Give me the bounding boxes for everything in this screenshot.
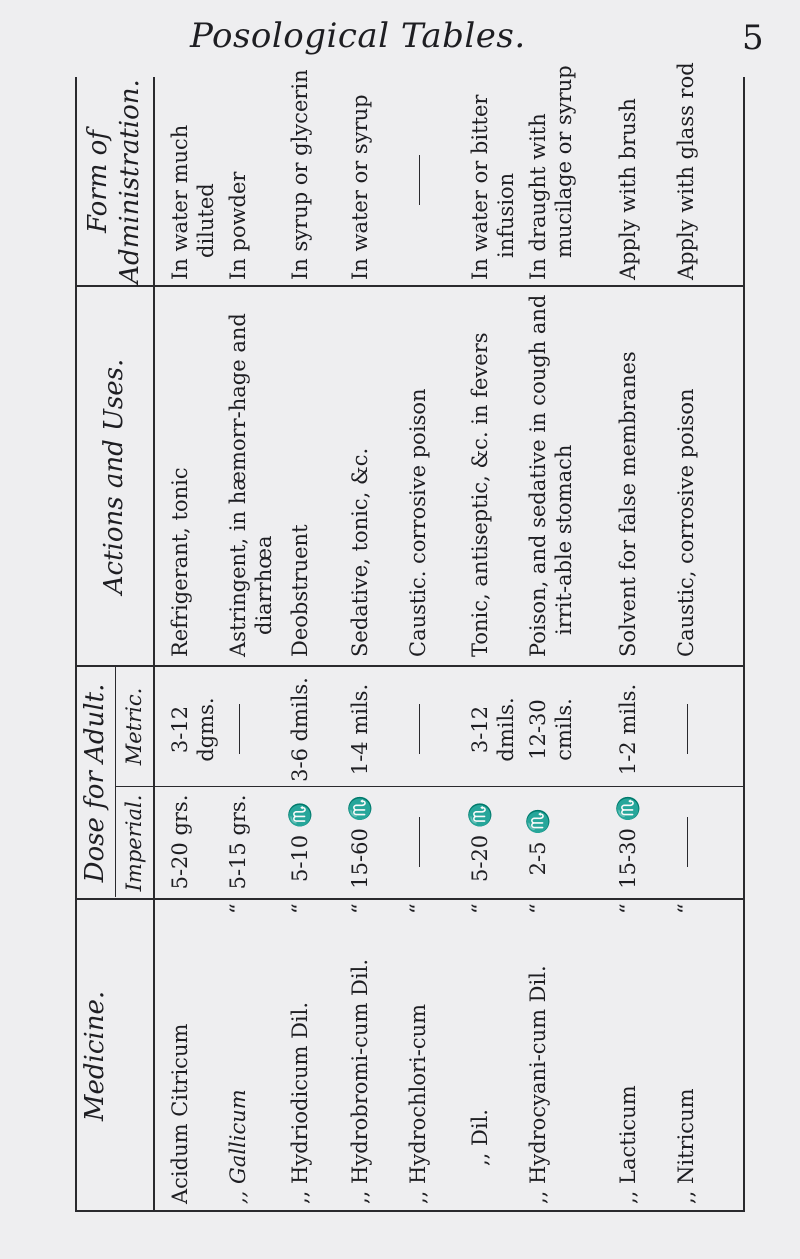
medicine-cell: ,, Hydriodicum Dil. [288,1001,312,1204]
header-medicine: Medicine. [80,990,110,1122]
ditto-mark: “ [406,903,430,914]
col-rule-2 [115,786,745,787]
col-rule-left [75,1210,745,1212]
medicine-cell: ,, Gallicum [226,1089,250,1204]
imperial-dose-cell-empty [673,792,699,892]
metric-dose-cell: 1-4 mils. [348,683,372,776]
medicine-cell: ,, Hydrocyani-cum Dil. [526,965,550,1204]
header-form: Form of Administration. [83,79,145,284]
imperial-dose-cell: 5-20 ♏ [468,802,492,883]
col-rule-3 [75,666,745,668]
medicine-cell: ,, Dil. [468,1109,492,1166]
posological-table [75,62,745,1212]
ditto-mark: “ [288,903,312,914]
medicine-cell: ,, Hydrobromi-cum Dil. [348,959,372,1204]
medicine-cell: Acidum Citricum [168,1023,192,1204]
rule-bottom [743,77,745,1212]
metric-dose-cell: 12-30 cmils. [526,698,576,761]
header-actions: Actions and Uses. [99,358,129,595]
actions-cell: Solvent for false membranes [616,351,640,657]
metric-dose-cell-empty [405,677,431,782]
imperial-dose-cell: 5-15 grs. [226,794,250,890]
imperial-dose-cell: 5-10 ♏ [288,802,312,883]
metric-dose-cell: 3-6 dmils. [288,677,312,782]
page-number: 5 [742,18,764,58]
form-cell: In water or syrup [348,94,372,280]
form-cell: In water or bitter infusion [468,94,518,280]
actions-cell: Refrigerant, tonic [168,467,192,657]
form-cell: In draught with mucilage or syrup [526,65,576,280]
rule-header-bottom [153,77,155,1212]
actions-cell: Poison, and sedative in cough and irrit-able stomach [526,294,576,657]
header-metric: Metric. [122,687,146,766]
form-cell: In syrup or glycerin [288,69,312,280]
imperial-dose-cell: 15-30 ♏ [616,795,640,889]
imperial-dose-cell: 2-5 ♏ [526,808,550,876]
medicine-cell: ,, Nitricum [674,1088,698,1204]
metric-dose-cell: 3-12 dgms. [168,697,218,762]
ditto-mark: “ [616,903,640,914]
ditto-mark: “ [526,903,550,914]
metric-dose-cell: 1-2 mils. [616,683,640,776]
page-title: Posological Tables. [190,16,526,56]
imperial-dose-cell: 5-20 grs. [168,794,192,890]
ditto-mark: “ [468,903,492,914]
ditto-mark: “ [348,903,372,914]
actions-cell: Sedative, tonic, &c. [348,447,372,657]
imperial-dose-cell-empty [405,792,431,892]
metric-dose-cell-empty [225,677,251,782]
actions-cell: Deobstruent [288,524,312,657]
metric-dose-cell: 3-12 dmils. [468,697,518,762]
form-cell: Apply with glass rod [674,62,698,280]
form-cell: In powder [226,171,250,280]
form-cell: Apply with brush [616,98,640,280]
medicine-cell: ,, Lacticum [616,1085,640,1204]
actions-cell: Astringent, in hæmorr-hage and diarrhœa [226,313,276,657]
imperial-dose-cell: 15-60 ♏ [348,795,372,889]
metric-dose-cell-empty [673,677,699,782]
header-imperial: Imperial. [122,794,146,892]
form-cell-empty [405,80,431,280]
actions-cell: Caustic. corrosive poison [406,388,430,657]
medicine-cell: ,, Hydrochlori-cum [406,1003,430,1204]
actions-cell: Tonic, antiseptic, &c. in fevers [468,332,492,657]
actions-cell: Caustic, corrosive poison [674,388,698,657]
ditto-mark: “ [674,903,698,914]
form-cell: In water much diluted [168,124,218,280]
header-dose: Dose for Adult. [80,683,110,883]
ditto-mark: “ [226,903,250,914]
